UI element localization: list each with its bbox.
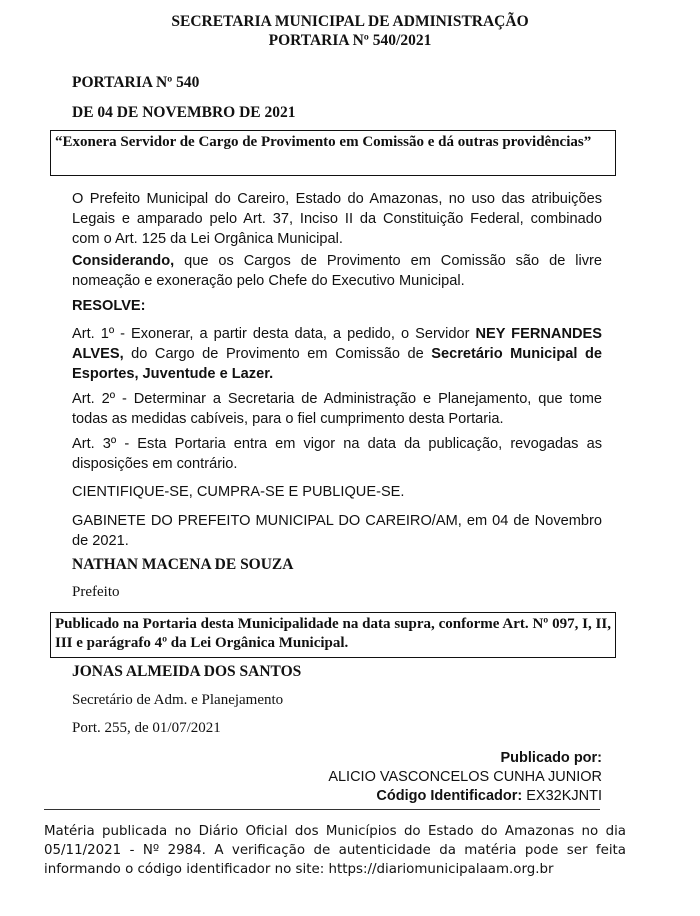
publication-block — [328, 749, 602, 806]
publicado-box-text: Publicado na Portaria desta Municipalidade na data supra, conforme Art. Nº 097, I, II, III e parágrafo 4º da Lei Orgânica Municipal. — [55, 616, 611, 651]
header-secretaria: SECRETARIA MUNICIPAL DE ADMINISTRAÇÃO — [171, 13, 529, 30]
signatory2-port: Port. 255, de 01/07/2021 — [72, 720, 221, 736]
art1-paragraph — [72, 324, 602, 384]
gabinete-paragraph: GABINETE DO PREFEITO MUNICIPAL DO CAREIRO/AM, em 04 de Novembro de 2021. — [72, 513, 602, 549]
portaria-number: PORTARIA Nº 540 — [72, 74, 200, 91]
document-header — [0, 12, 700, 50]
publicado-por-label: Publicado por: — [500, 750, 602, 766]
signatory1-role: Prefeito — [72, 584, 120, 600]
considerando-label: Considerando, — [72, 253, 175, 269]
portaria-date: DE 04 DE NOVEMBRO DE 2021 — [72, 104, 296, 121]
art2-paragraph: Art. 2º - Determinar a Secretaria de Administração e Planejamento, que tome todas as medidas cabíveis, para o fiel cumprimento desta Portaria. — [72, 391, 602, 427]
ementa-box — [50, 130, 616, 176]
resolve-heading: RESOLVE: — [72, 298, 146, 314]
publisher-name: ALICIO VASCONCELOS CUNHA JUNIOR — [328, 769, 602, 785]
signatory1-name: NATHAN MACENA DE SOUZA — [72, 556, 294, 573]
signatory2-role: Secretário de Adm. e Planejamento — [72, 692, 284, 708]
publicado-box — [50, 612, 616, 658]
art3-paragraph: Art. 3º - Esta Portaria entra em vigor na data da publicação, revogadas as disposições em contrário. — [72, 436, 602, 472]
intro-paragraph: O Prefeito Municipal do Careiro, Estado do Amazonas, no uso das atribuições Legais e amparado pelo Art. 37, Inciso II da Constituição Federal, combinado com o Art. 125 da Lei Orgânica Municipal. — [72, 191, 602, 247]
art1-text-b: do Cargo de Provimento em Comissão de — [123, 346, 432, 362]
considerando-paragraph — [72, 251, 602, 291]
codigo-value: EX32KJNTI — [526, 788, 602, 804]
footer-note: Matéria publicada no Diário Oficial dos Municípios do Estado do Amazonas no dia 05/11/2021 - Nº 2984. A verificação de autenticidade da matéria pode ser feita informando o código identificador no site: https://diariomunicipalaam.org.br — [44, 824, 626, 877]
ementa-text: “Exonera Servidor de Cargo de Provimento em Comissão e dá outras providências” — [55, 134, 592, 150]
art1-text-a: Art. 1º - Exonerar, a partir desta data, a pedido, o Servidor — [72, 326, 476, 342]
codigo-label: Código Identificador: — [376, 788, 523, 804]
footer-divider — [44, 809, 600, 810]
cientifique-line: CIENTIFIQUE-SE, CUMPRA-SE E PUBLIQUE-SE. — [72, 484, 405, 500]
art1-cargo: Secretário Municipal de Esportes, Juventude e Lazer. — [72, 346, 602, 382]
header-portaria: PORTARIA Nº 540/2021 — [268, 32, 432, 49]
art1-servidor-name: NEY FERNANDES ALVES, — [72, 326, 602, 362]
signatory2-name: JONAS ALMEIDA DOS SANTOS — [72, 663, 302, 680]
considerando-text: que os Cargos de Provimento em Comissão são de livre nomeação e exoneração pelo Chefe do Executivo Municipal. — [72, 253, 602, 289]
